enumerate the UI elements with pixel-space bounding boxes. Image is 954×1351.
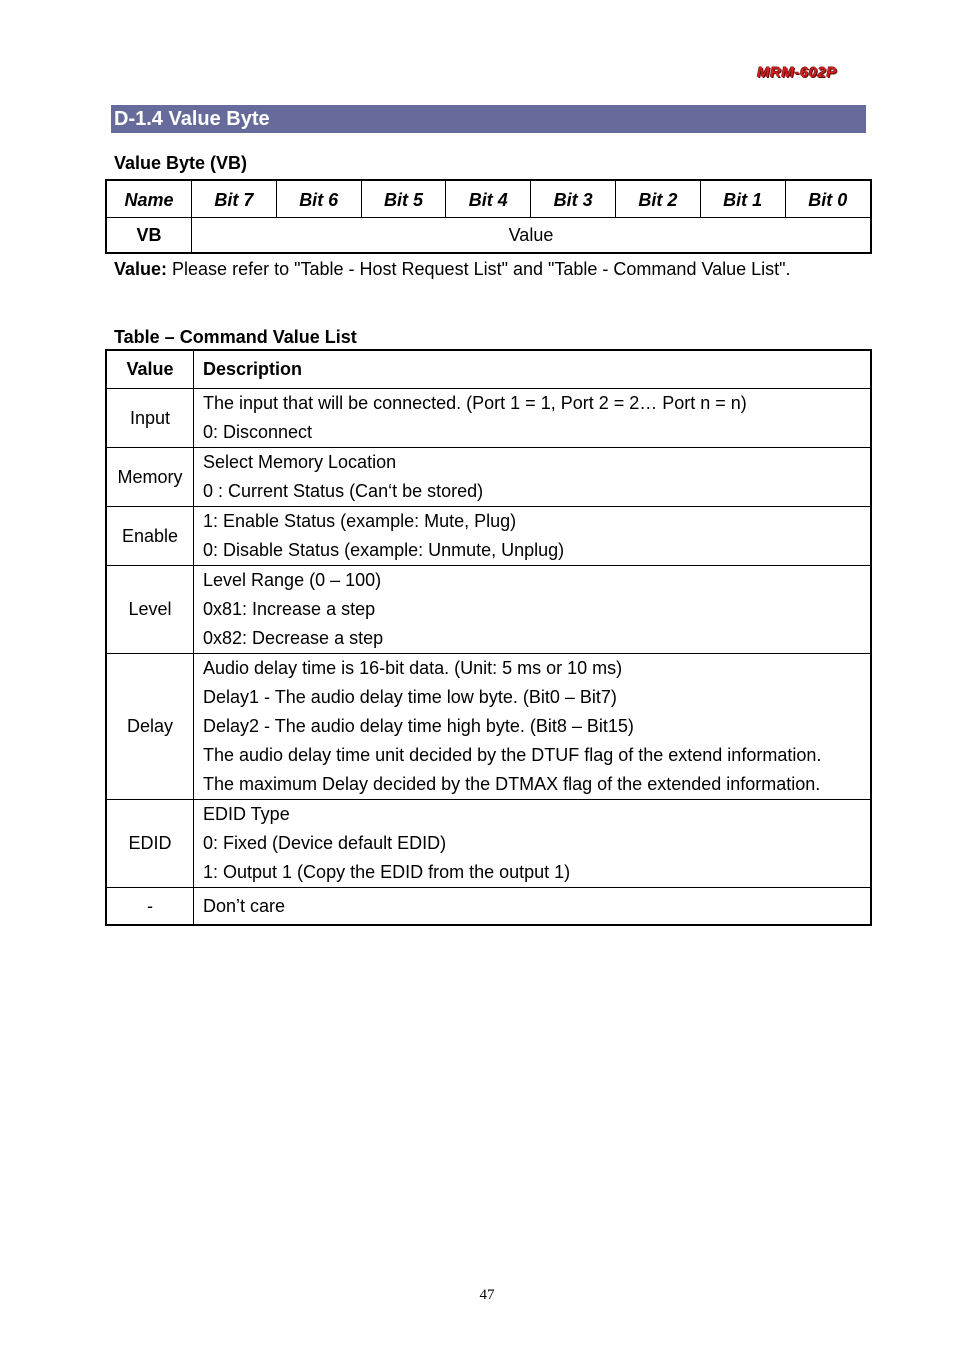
section-title: D-1.4 Value Byte [111,105,866,133]
vb-table-caption: Value Byte (VB) [114,153,248,173]
description-line: 0: Fixed (Device default EDID) [203,833,447,853]
table-row [106,389,871,448]
description-line: Don’t care [203,895,286,916]
cvl-row-description [194,800,872,888]
description-line: The audio delay time unit decided by the DTUF flag of the extend information. [203,745,822,765]
table-row [106,448,871,507]
description-line: Level Range (0 – 100) [203,570,382,590]
description-line: Audio delay time is 16-bit data. (Unit: 5 ms or 10 ms) [203,658,623,678]
cvl-row-value: Input [106,389,194,448]
description-line: EDID Type [203,804,290,824]
vb-row-value: Value [192,218,872,254]
brand-logo: MRM-602P [757,64,837,81]
description-line: 1: Output 1 (Copy the EDID from the output 1) [203,862,571,882]
table-row [106,566,871,654]
value-note-label: Value: [114,259,168,279]
cvl-row-description [194,507,872,566]
cvl-row-description [194,448,872,507]
vb-header-bit2: Bit 2 [615,180,700,218]
value-byte-table [105,179,872,254]
description-line: 0: Disconnect [203,422,313,442]
description-line: Select Memory Location [203,452,397,472]
vb-header-row [106,180,871,218]
vb-header-bit4: Bit 4 [446,180,531,218]
cvl-row-value: Enable [106,507,194,566]
vb-header-bit3: Bit 3 [531,180,616,218]
command-value-list-table [105,349,872,926]
description-line: 0x82: Decrease a step [203,628,384,648]
cvl-row-value: - [106,888,194,926]
description-line: The maximum Delay decided by the DTMAX flag of the extended information. [203,774,821,794]
vb-header-bit6: Bit 6 [276,180,361,218]
description-line: 0: Disable Status (example: Unmute, Unplug) [203,540,565,560]
vb-header-bit1: Bit 1 [700,180,785,218]
table-row [106,888,871,926]
table-row [106,507,871,566]
vb-header-name: Name [106,180,192,218]
table-row [106,800,871,888]
value-note [114,259,791,280]
vb-header-bit5: Bit 5 [361,180,446,218]
cvl-header-description: Description [194,350,872,389]
cvl-row-description [194,654,872,800]
value-note-text: Please refer to "Table - Host Request List" and "Table - Command Value List". [167,259,791,279]
vb-row-name: VB [106,218,192,254]
vb-header-bit7: Bit 7 [192,180,277,218]
cvl-table-caption: Table – Command Value List [114,327,357,347]
cvl-row-description [194,888,872,926]
cvl-row-value: Level [106,566,194,654]
cvl-header-value: Value [106,350,194,389]
description-line: Delay1 - The audio delay time low byte. (Bit0 – Bit7) [203,687,617,707]
table-row [106,654,871,800]
cvl-row-value: EDID [106,800,194,888]
cvl-row-description [194,566,872,654]
cvl-row-value: Memory [106,448,194,507]
description-line: 1: Enable Status (example: Mute, Plug) [203,511,517,531]
cvl-row-description [194,389,872,448]
vb-data-row [106,218,871,254]
description-line: 0 : Current Status (Can‘t be stored) [203,481,484,501]
description-line: Delay2 - The audio delay time high byte. (Bit8 – Bit15) [203,716,634,736]
page-number: 47 [479,1287,495,1303]
description-line: The input that will be connected. (Port 1 = 1, Port 2 = 2… Port n = n) [203,393,747,413]
cvl-row-value: Delay [106,654,194,800]
vb-header-bit0: Bit 0 [785,180,871,218]
cvl-header-row [106,350,871,389]
description-line: 0x81: Increase a step [203,599,376,619]
